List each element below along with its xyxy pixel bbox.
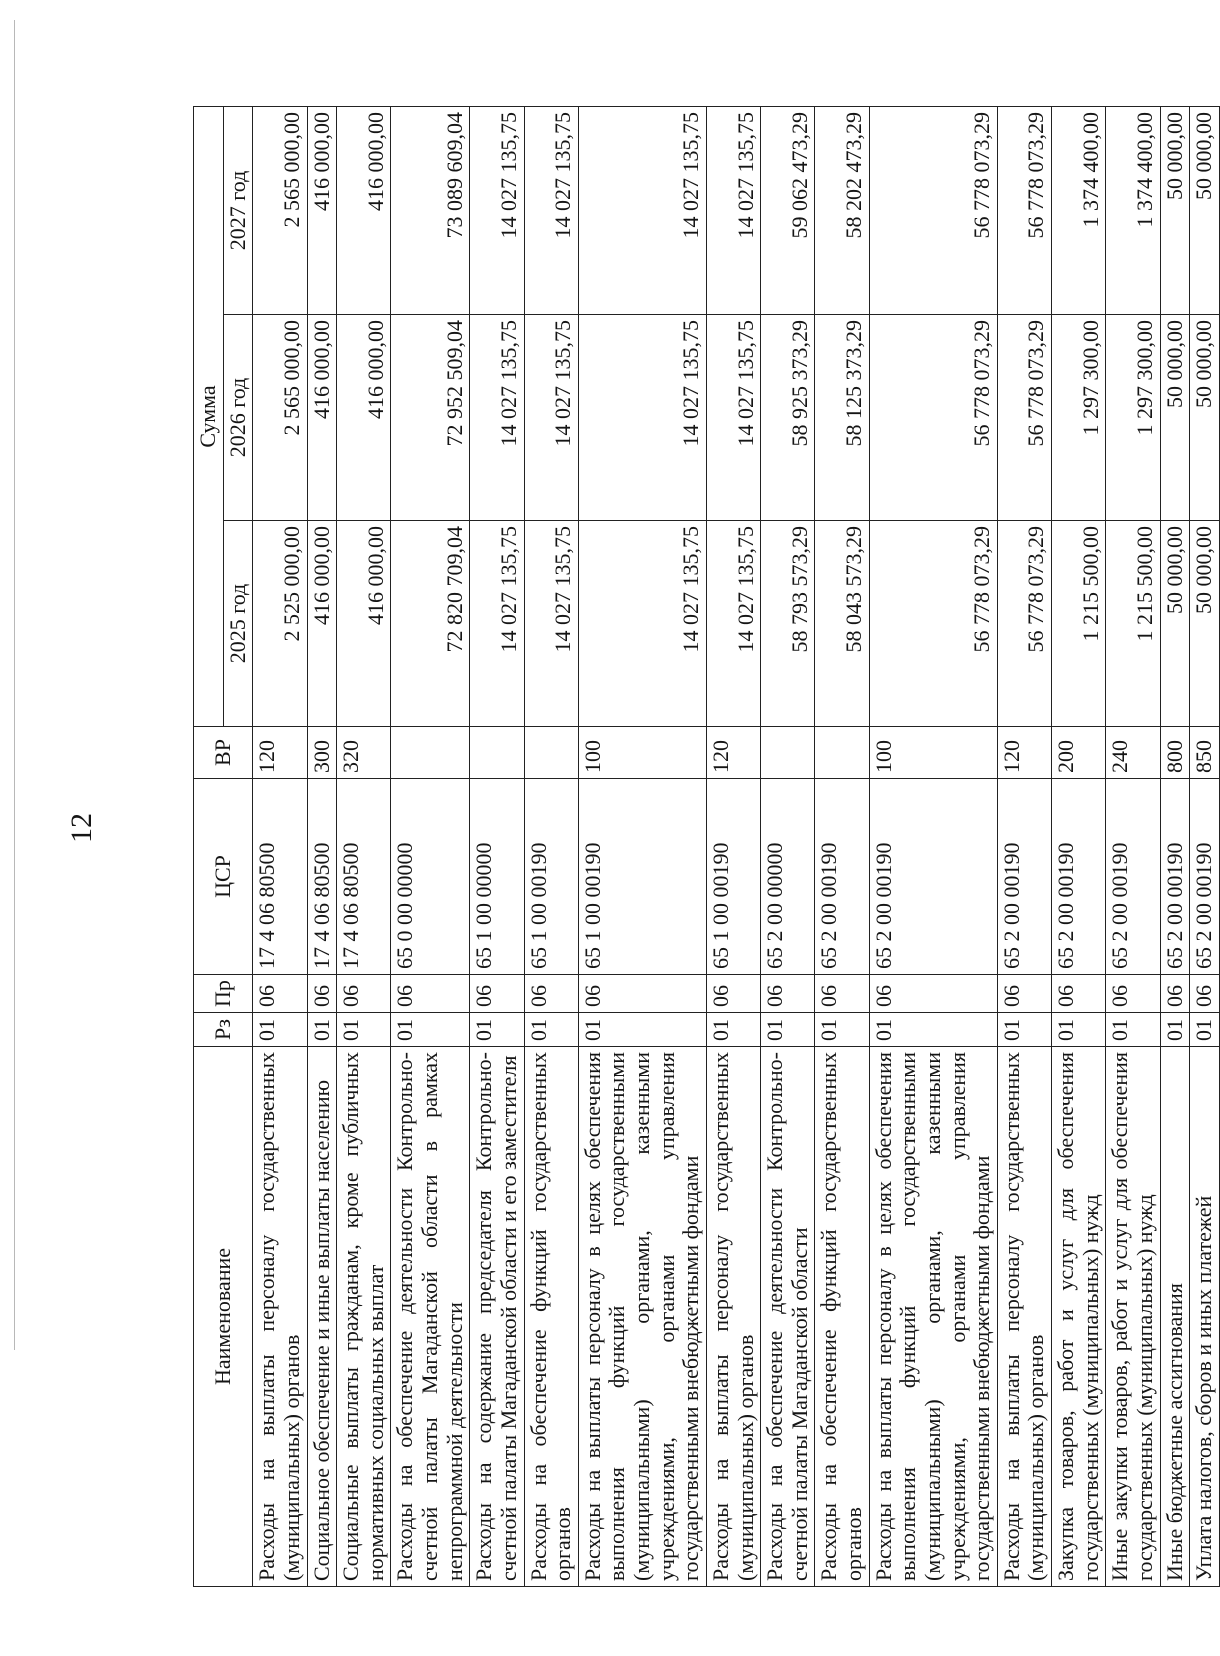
- cell-vr: 850: [1190, 727, 1220, 779]
- cell-csr: 65 2 00 00190: [869, 779, 997, 975]
- cell-2026: 58 925 373,29: [761, 315, 815, 521]
- cell-pr: 06: [1160, 975, 1190, 1013]
- cell-2027: 416 000,00: [307, 106, 337, 314]
- cell-rz: 01: [578, 1013, 706, 1047]
- cell-2025: 14 027 135,75: [470, 521, 524, 727]
- cell-2025: 50 000,00: [1190, 521, 1220, 727]
- cell-2027: 58 202 473,29: [815, 106, 869, 314]
- cell-csr: 65 2 00 00000: [761, 779, 815, 975]
- table-row: [391, 106, 470, 1586]
- cell-pr: 06: [815, 975, 869, 1013]
- cell-csr: 65 2 00 00190: [815, 779, 869, 975]
- cell-2027: 56 778 073,29: [869, 106, 997, 314]
- cell-pr: 06: [761, 975, 815, 1013]
- cell-csr: 65 2 00 00190: [1106, 779, 1160, 975]
- cell-2025: 50 000,00: [1160, 521, 1190, 727]
- cell-vr: [815, 727, 869, 779]
- cell-name: Иные бюджетные ассигнования: [1160, 1047, 1190, 1587]
- cell-csr: 65 2 00 00190: [1160, 779, 1190, 975]
- cell-rz: 01: [869, 1013, 997, 1047]
- cell-csr: 17 4 06 80500: [337, 779, 391, 975]
- cell-vr: 800: [1160, 727, 1190, 779]
- cell-csr: 65 1 00 00190: [524, 779, 578, 975]
- header-year-2026: 2026 год: [223, 315, 253, 521]
- cell-name: Закупка товаров, работ и услуг для обеспечения государственных (муниципальных) нужд: [1052, 1047, 1106, 1587]
- header-sum: Сумма: [194, 106, 224, 726]
- cell-2027: 1 374 400,00: [1052, 106, 1106, 314]
- cell-rz: 01: [761, 1013, 815, 1047]
- cell-2027: 50 000,00: [1160, 106, 1190, 314]
- table-row: [337, 106, 391, 1586]
- header-csr: ЦСР: [194, 779, 253, 975]
- cell-2027: 14 027 135,75: [524, 106, 578, 314]
- cell-name: Расходы на выплаты персоналу в целях обеспечения выполнения функций государственными (муниципальными) органами, казенными учреждениями, органами управления государственными внебюджетными фондами: [578, 1047, 706, 1587]
- cell-2026: 58 125 373,29: [815, 315, 869, 521]
- cell-vr: 120: [997, 727, 1051, 779]
- table-row: [1190, 106, 1220, 1586]
- header-pr: Пр: [194, 975, 253, 1013]
- cell-rz: 01: [337, 1013, 391, 1047]
- cell-2026: 50 000,00: [1160, 315, 1190, 521]
- cell-name: Иные закупки товаров, работ и услуг для обеспечения государственных (муниципальных) нужд: [1106, 1047, 1160, 1587]
- table-row: [1160, 106, 1190, 1586]
- cell-csr: 65 2 00 00190: [1052, 779, 1106, 975]
- cell-pr: 06: [997, 975, 1051, 1013]
- cell-2027: 50 000,00: [1190, 106, 1220, 314]
- cell-2027: 416 000,00: [337, 106, 391, 314]
- cell-2027: 1 374 400,00: [1106, 106, 1160, 314]
- cell-vr: [761, 727, 815, 779]
- cell-name: Расходы на обеспечение функций государственных органов: [815, 1047, 869, 1587]
- cell-2027: 14 027 135,75: [706, 106, 760, 314]
- cell-pr: 06: [470, 975, 524, 1013]
- cell-2026: 1 297 300,00: [1052, 315, 1106, 521]
- header-year-2027: 2027 год: [223, 106, 253, 314]
- cell-name: Расходы на выплаты персоналу государственных (муниципальных) органов: [997, 1047, 1051, 1587]
- cell-2025: 1 215 500,00: [1052, 521, 1106, 727]
- cell-rz: 01: [307, 1013, 337, 1047]
- cell-name: Расходы на выплаты персоналу государственных (муниципальных) органов: [253, 1047, 307, 1587]
- table-row: [869, 106, 997, 1586]
- cell-rz: 01: [470, 1013, 524, 1047]
- cell-name: Расходы на обеспечение функций государственных органов: [524, 1047, 578, 1587]
- cell-2026: 14 027 135,75: [524, 315, 578, 521]
- cell-csr: 17 4 06 80500: [307, 779, 337, 975]
- cell-name: Уплата налогов, сборов и иных платежей: [1190, 1047, 1220, 1587]
- cell-name: Расходы на выплаты персоналу государственных (муниципальных) органов: [706, 1047, 760, 1587]
- cell-2025: 416 000,00: [337, 521, 391, 727]
- cell-2026: 416 000,00: [337, 315, 391, 521]
- cell-csr: 17 4 06 80500: [253, 779, 307, 975]
- cell-2025: 14 027 135,75: [524, 521, 578, 727]
- table-body: [253, 106, 1220, 1586]
- cell-2026: 416 000,00: [307, 315, 337, 521]
- cell-pr: 06: [524, 975, 578, 1013]
- header-vr: ВР: [194, 727, 253, 779]
- cell-pr: 06: [253, 975, 307, 1013]
- cell-2027: 59 062 473,29: [761, 106, 815, 314]
- scan-margin-line: [14, 20, 15, 1350]
- header-row: [194, 106, 224, 1586]
- cell-vr: [470, 727, 524, 779]
- cell-2026: 56 778 073,29: [997, 315, 1051, 521]
- page-number: 12: [65, 813, 98, 843]
- budget-table: [193, 106, 1220, 1587]
- table-row: [761, 106, 815, 1586]
- cell-2025: 14 027 135,75: [578, 521, 706, 727]
- cell-pr: 06: [706, 975, 760, 1013]
- table-row: [253, 106, 307, 1586]
- cell-vr: 120: [253, 727, 307, 779]
- cell-name: Социальные выплаты гражданам, кроме публичных нормативных социальных выплат: [337, 1047, 391, 1587]
- header-name: Наименование: [194, 1047, 253, 1587]
- cell-csr: 65 1 00 00190: [578, 779, 706, 975]
- cell-csr: 65 2 00 00190: [997, 779, 1051, 975]
- cell-pr: 06: [1052, 975, 1106, 1013]
- cell-rz: 01: [997, 1013, 1051, 1047]
- cell-2027: 14 027 135,75: [470, 106, 524, 314]
- cell-2026: 72 952 509,04: [391, 315, 470, 521]
- cell-rz: 01: [706, 1013, 760, 1047]
- cell-2027: 2 565 000,00: [253, 106, 307, 314]
- cell-pr: 06: [307, 975, 337, 1013]
- cell-rz: 01: [1160, 1013, 1190, 1047]
- table-row: [706, 106, 760, 1586]
- cell-vr: [391, 727, 470, 779]
- table-row: [815, 106, 869, 1586]
- cell-name: Расходы на обеспечение деятельности Контрольно-счетной палаты Магаданской области: [761, 1047, 815, 1587]
- cell-rz: 01: [1190, 1013, 1220, 1047]
- cell-pr: 06: [1106, 975, 1160, 1013]
- cell-2025: 56 778 073,29: [869, 521, 997, 727]
- cell-vr: 120: [706, 727, 760, 779]
- cell-2025: 58 793 573,29: [761, 521, 815, 727]
- cell-rz: 01: [1052, 1013, 1106, 1047]
- cell-rz: 01: [1106, 1013, 1160, 1047]
- cell-pr: 06: [578, 975, 706, 1013]
- cell-2026: 14 027 135,75: [706, 315, 760, 521]
- cell-vr: 240: [1106, 727, 1160, 779]
- cell-vr: 100: [869, 727, 997, 779]
- cell-2026: 14 027 135,75: [470, 315, 524, 521]
- cell-2027: 56 778 073,29: [997, 106, 1051, 314]
- cell-2026: 50 000,00: [1190, 315, 1220, 521]
- cell-name: Расходы на содержание председателя Контрольно-счетной палаты Магаданской области и его заместителя: [470, 1047, 524, 1587]
- table-row: [1052, 106, 1106, 1586]
- header-year-2025: 2025 год: [223, 521, 253, 727]
- cell-rz: 01: [253, 1013, 307, 1047]
- table-row: [307, 106, 337, 1586]
- cell-vr: 300: [307, 727, 337, 779]
- cell-2025: 14 027 135,75: [706, 521, 760, 727]
- cell-csr: 65 2 00 00190: [1190, 779, 1220, 975]
- cell-2025: 72 820 709,04: [391, 521, 470, 727]
- cell-2025: 58 043 573,29: [815, 521, 869, 727]
- cell-csr: 65 0 00 00000: [391, 779, 470, 975]
- cell-2025: 2 525 000,00: [253, 521, 307, 727]
- cell-vr: 320: [337, 727, 391, 779]
- table-row: [578, 106, 706, 1586]
- cell-pr: 06: [869, 975, 997, 1013]
- cell-vr: [524, 727, 578, 779]
- cell-2027: 14 027 135,75: [578, 106, 706, 314]
- header-rz: Рз: [194, 1013, 253, 1047]
- budget-table-rotated: [193, 107, 1217, 1587]
- cell-name: Социальное обеспечение и иные выплаты населению: [307, 1047, 337, 1587]
- cell-2026: 1 297 300,00: [1106, 315, 1160, 521]
- cell-pr: 06: [391, 975, 470, 1013]
- cell-2025: 56 778 073,29: [997, 521, 1051, 727]
- cell-vr: 100: [578, 727, 706, 779]
- cell-2026: 56 778 073,29: [869, 315, 997, 521]
- cell-2026: 2 565 000,00: [253, 315, 307, 521]
- cell-2027: 73 089 609,04: [391, 106, 470, 314]
- table-row: [1106, 106, 1160, 1586]
- cell-2025: 416 000,00: [307, 521, 337, 727]
- cell-vr: 200: [1052, 727, 1106, 779]
- cell-csr: 65 1 00 00000: [470, 779, 524, 975]
- cell-rz: 01: [524, 1013, 578, 1047]
- cell-rz: 01: [391, 1013, 470, 1047]
- cell-rz: 01: [815, 1013, 869, 1047]
- cell-pr: 06: [1190, 975, 1220, 1013]
- cell-pr: 06: [337, 975, 391, 1013]
- cell-name: Расходы на выплаты персоналу в целях обеспечения выполнения функций государственными (муниципальными) органами, казенными учреждениями, органами управления государственными внебюджетными фондами: [869, 1047, 997, 1587]
- cell-csr: 65 1 00 00190: [706, 779, 760, 975]
- table-row: [524, 106, 578, 1586]
- cell-2025: 1 215 500,00: [1106, 521, 1160, 727]
- table-row: [997, 106, 1051, 1586]
- cell-name: Расходы на обеспечение деятельности Контрольно-счетной палаты Магаданской области в рамках непрограммной деятельности: [391, 1047, 470, 1587]
- table-row: [470, 106, 524, 1586]
- cell-2026: 14 027 135,75: [578, 315, 706, 521]
